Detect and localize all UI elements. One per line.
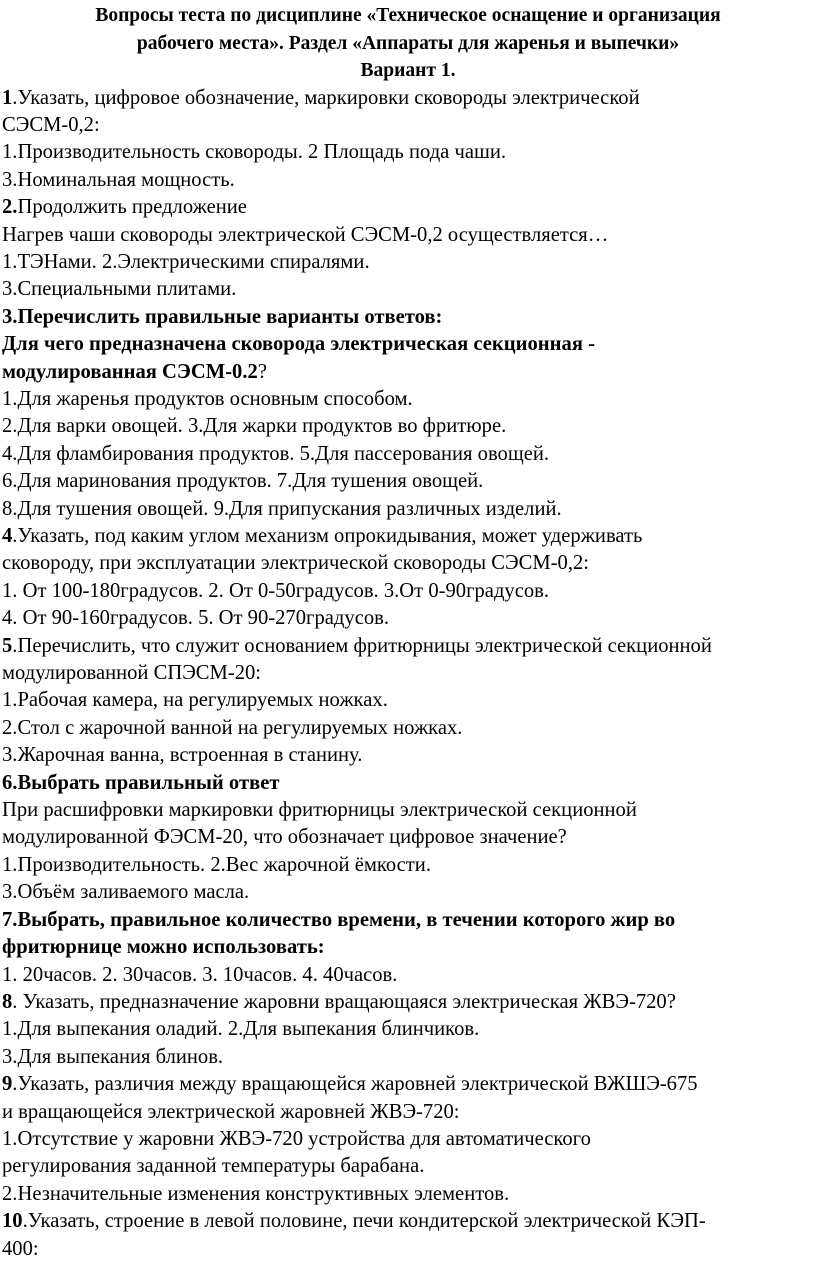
question-3-answers-1: 1.Для жаренья продуктов основным способом.: [2, 387, 413, 410]
question-9-stem: .Указать, различия между вращающейся жаровней электрической ВЖШЭ-675: [12, 1073, 698, 1096]
question-8-text: [2, 989, 814, 1016]
question-1-number: 1: [2, 86, 13, 109]
question-7-head-1: 7.Выбрать, правильное количество времени, в течении которого жир во: [2, 908, 676, 931]
question-5-text-2: модулированной СПЭСМ-20:: [2, 662, 262, 685]
question-3-answers-2: 2.Для варки овощей. 3.Для жарки продуктов во фритюре.: [2, 415, 507, 438]
variant-label: Вариант 1.: [360, 60, 456, 81]
question-4-number: 4: [2, 525, 13, 547]
question-10-text-1: [2, 1208, 814, 1235]
question-4-answers-2: 4. От 90-160градусов. 5. От 90-270градусов.: [2, 607, 389, 630]
question-2-instruction: Продолжить предложение: [17, 196, 247, 219]
question-6-answers-1: 1.Производительность. 2.Вес жарочной ёмкости.: [2, 853, 431, 876]
question-9-number: 9: [2, 1073, 13, 1096]
question-9-answers-2: регулирования заданной температуры барабана.: [2, 1155, 425, 1178]
question-2-head: [2, 194, 814, 221]
question-1-answers-2: 3.Номинальная мощность.: [2, 168, 235, 191]
question-4-answers-1: 1. От 100-180градусов. 2. От 0-50градусов. 3.От 0-90градусов.: [2, 579, 550, 602]
question-4-text-1: [2, 523, 814, 550]
question-1-stem: .Указать, цифровое обозначение, маркировки сковороды электрической: [12, 86, 640, 109]
question-10-number: 10: [2, 1210, 23, 1233]
question-3-stem-1: Для чего предназначена сковорода электрическая секционная -: [2, 333, 595, 356]
question-8-answers-1: 1.Для выпекания оладий. 2.Для выпекания блинчиков.: [2, 1018, 480, 1041]
title-line-2: рабочего места». Раздел «Аппараты для жаренья и выпечки»: [136, 32, 680, 54]
question-1-answers-1: 1.Производительность сковороды. 2 Площадь пода чаши.: [2, 141, 506, 164]
question-3-answers-4: 6.Для маринования продуктов. 7.Для тушения овощей.: [2, 470, 484, 493]
question-6-head: 6.Выбрать правильный ответ: [2, 771, 280, 794]
question-4-text-2: сковороду, при эксплуатации электрической сковороды СЭСМ-0,2:: [2, 552, 589, 575]
question-4-stem: .Указать, под каким углом механизм опрокидывания, может удерживать: [12, 525, 643, 547]
question-9-text-2: и вращающейся электрической жаровней ЖВЭ-720:: [2, 1100, 460, 1123]
question-10-text-2: 400:: [2, 1237, 39, 1260]
question-1-text-2: СЭСМ-0,2:: [2, 113, 100, 136]
question-3-question-mark: ?: [257, 360, 267, 383]
question-5-stem: .Перечислить, что служит основанием фритюрницы электрической секционной: [12, 634, 712, 657]
questions-list: [2, 85, 814, 1263]
question-3-stem-2: модулированная СЭСМ-0.2: [2, 360, 258, 383]
question-8-stem: . Указать, предназначение жаровни вращающаяся электрическая ЖВЭ-720?: [12, 990, 676, 1013]
question-3-answers-5: 8.Для тушения овощей. 9.Для припускания различных изделий.: [2, 497, 562, 520]
question-5-answers-2: 2.Стол с жарочной ванной на регулируемых ножках.: [2, 716, 463, 739]
question-9-answers-1: 1.Отсутствие у жаровни ЖВЭ-720 устройства для автоматического: [2, 1127, 591, 1150]
title-line-1: Вопросы теста по дисциплине «Техническое оснащение и организация: [95, 5, 721, 26]
question-5-number: 5: [2, 634, 13, 657]
question-8-answers-2: 3.Для выпекания блинов.: [2, 1045, 224, 1068]
question-2-number: 2.: [2, 196, 18, 219]
question-9-text-1: [2, 1071, 814, 1098]
question-6-answers-2: 3.Объём заливаемого масла.: [2, 881, 250, 904]
question-2-answers-2: 3.Специальными плитами.: [2, 278, 237, 301]
question-7-answers-1: 1. 20часов. 2. 30часов. 3. 10часов. 4. 40часов.: [2, 963, 398, 986]
question-6-stem-2: модулированной ФЭСМ-20, что обозначает цифровое значение?: [2, 826, 567, 849]
question-5-answers-3: 3.Жарочная ванна, встроенная в станину.: [2, 744, 363, 767]
question-3-head: 3.Перечислить правильные варианты ответов:: [2, 305, 443, 328]
question-6-stem-1: При расшифровки маркировки фритюрницы электрической секционной: [2, 799, 637, 822]
question-1-text-1: [2, 85, 814, 112]
question-7-head-2: фритюрнице можно использовать:: [2, 936, 325, 959]
question-2-stem: Нагрев чаши сковороды электрической СЭСМ-0,2 осуществляется…: [2, 223, 609, 246]
question-8-number: 8: [2, 990, 13, 1013]
question-2-answers-1: 1.ТЭНами. 2.Электрическими спиралями.: [2, 250, 370, 273]
question-5-text-1: [2, 633, 814, 660]
question-3-stem-2-line: [2, 359, 814, 386]
question-3-answers-3: 4.Для фламбирования продуктов. 5.Для пассерования овощей.: [2, 442, 550, 465]
question-5-answers-1: 1.Рабочая камера, на регулируемых ножках.: [2, 689, 388, 712]
question-10-stem: .Указать, строение в левой половине, печи кондитерской электрической КЭП-: [22, 1210, 706, 1233]
question-9-answers-3: 2.Незначительные изменения конструктивных элементов.: [2, 1182, 510, 1205]
document-title: [2, 2, 814, 85]
